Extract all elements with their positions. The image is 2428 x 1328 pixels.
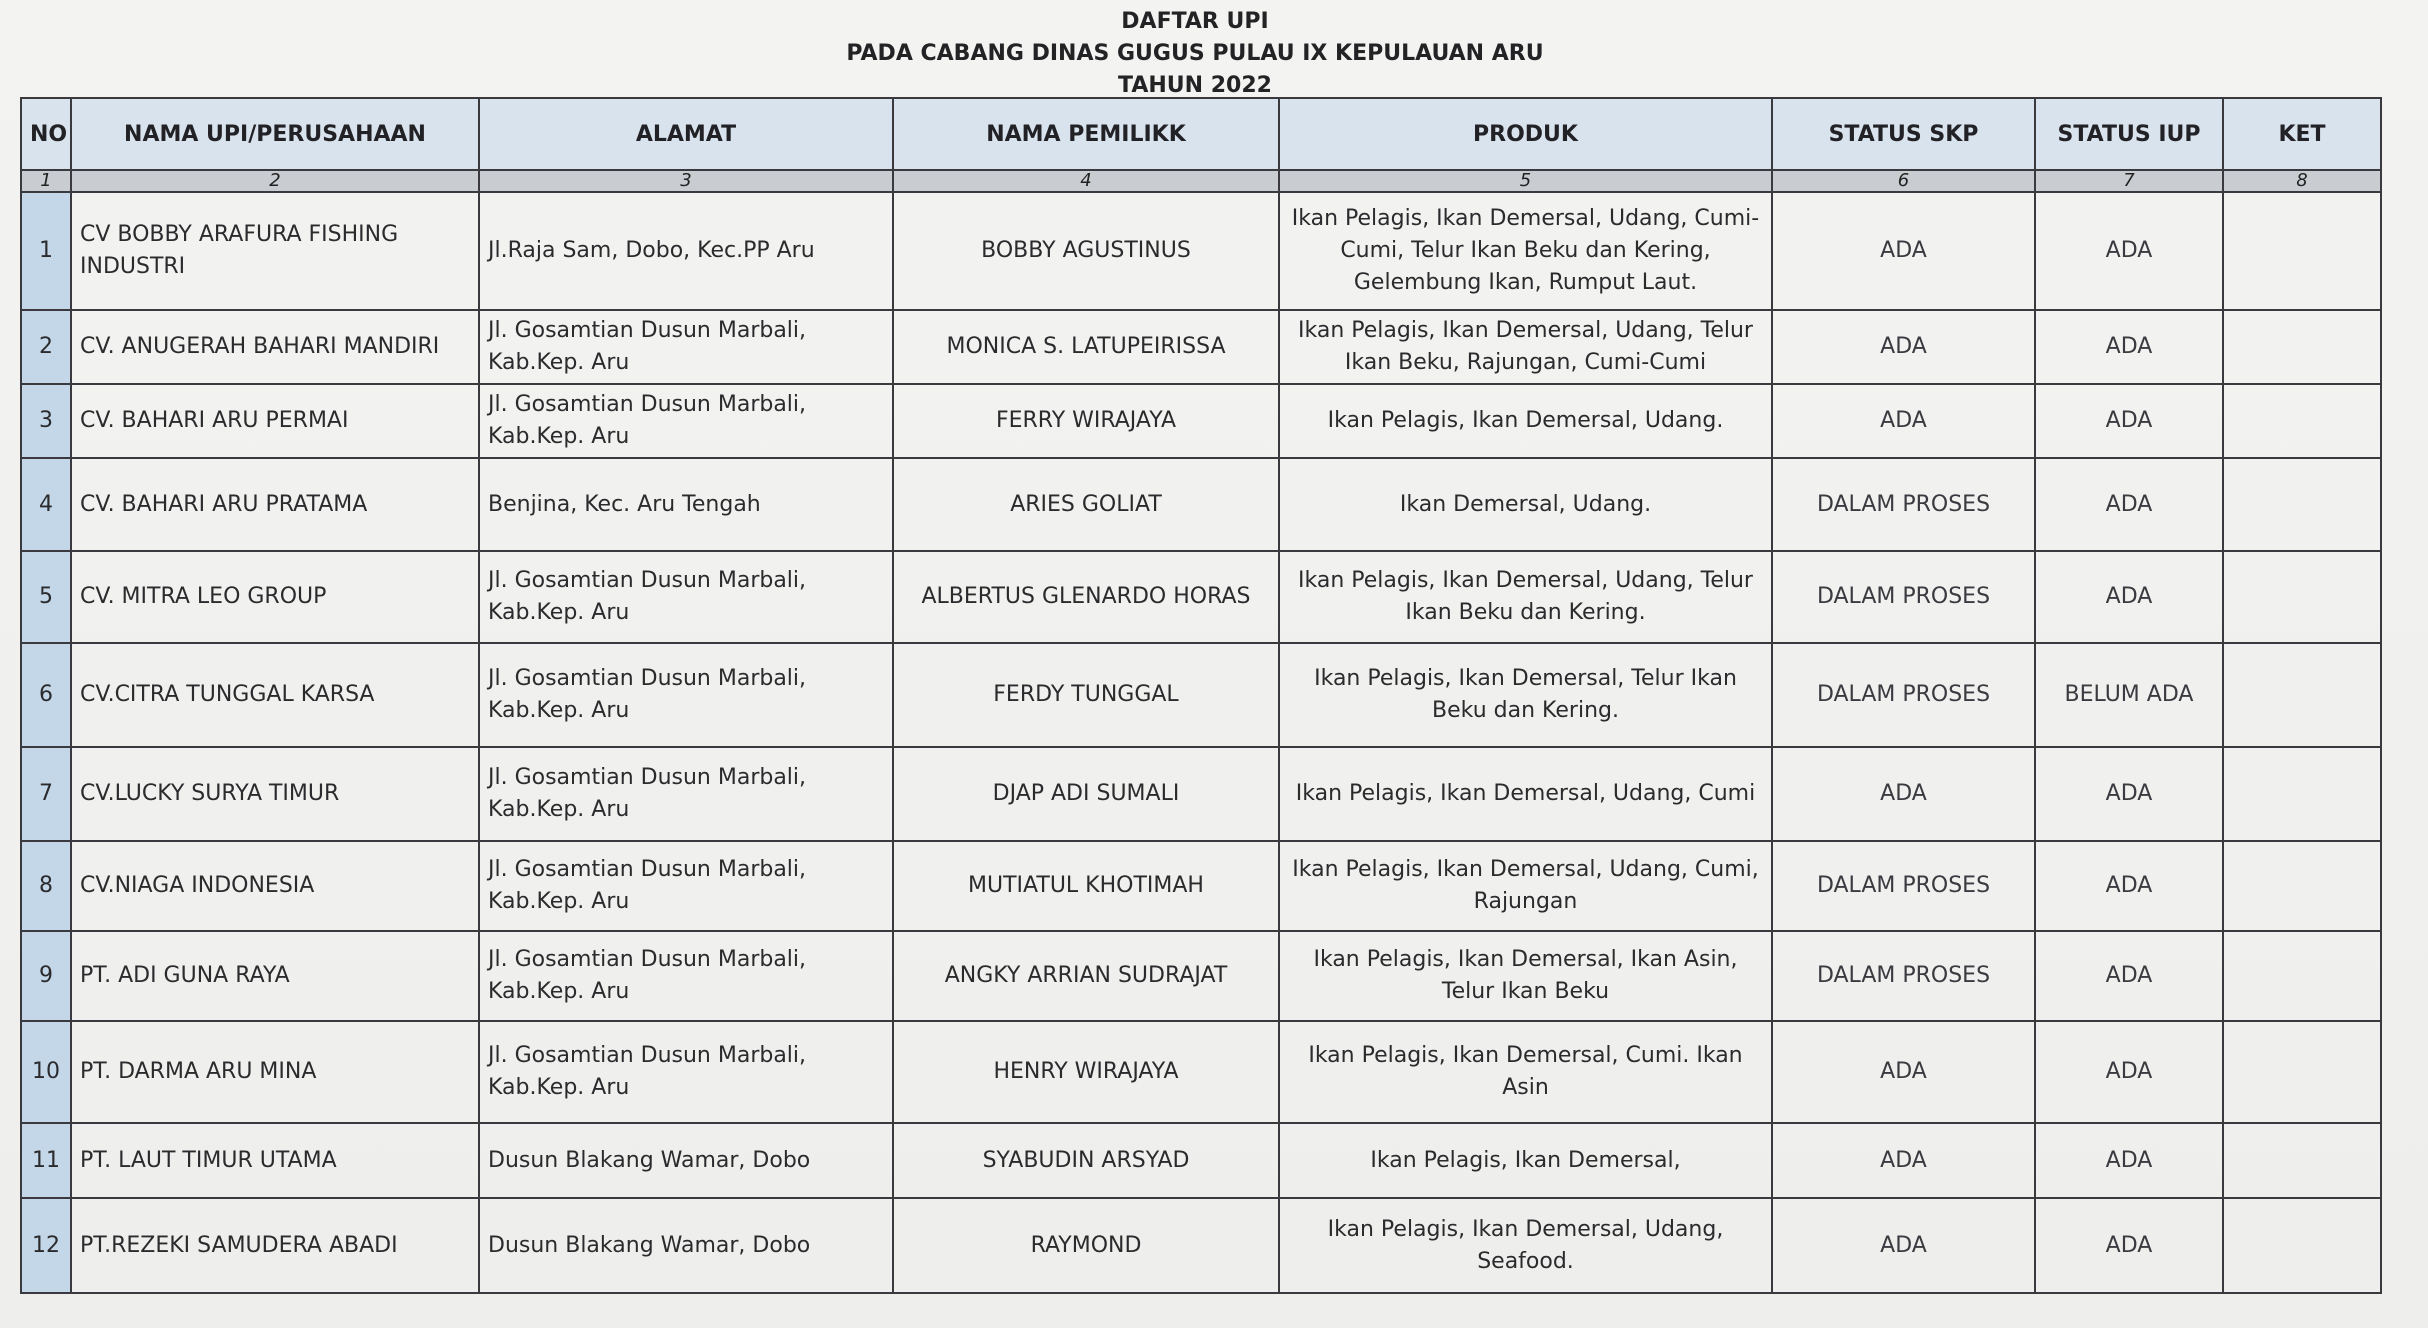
cell-nama-upi	[71, 458, 479, 551]
cell-produk	[1279, 931, 1772, 1021]
cell-nama-upi-text: PT.REZEKI SAMUDERA ABADI	[80, 1232, 398, 1258]
cell-ket	[2223, 384, 2381, 458]
cell-ket	[2223, 1123, 2381, 1198]
cell-nama-upi	[71, 310, 479, 384]
cell-no-text: 8	[39, 873, 53, 898]
cell-status-iup	[2035, 1198, 2223, 1293]
cell-status-skp-text: ADA	[1880, 238, 1927, 263]
cell-no-text: 10	[32, 1059, 60, 1084]
cell-ket	[2223, 1021, 2381, 1123]
cell-status-skp	[1772, 841, 2035, 931]
cell-nama-upi	[71, 384, 479, 458]
cell-nama-upi-text: CV. ANUGERAH BAHARI MANDIRI	[80, 334, 440, 359]
cell-nama-pemilik	[893, 1021, 1279, 1123]
cell-alamat-text: Jl. Gosamtian Dusun Marbali, Kab.Kep. Aru	[488, 857, 807, 914]
cell-status-skp-text: ADA	[1880, 1232, 1927, 1258]
cell-produk-text: Ikan Pelagis, Ikan Demersal, Udang, Cumi	[1295, 781, 1756, 806]
cell-alamat-text: Jl. Gosamtian Dusun Marbali, Kab.Kep. Aru	[488, 765, 807, 822]
cell-status-skp-text: ADA	[1880, 1147, 1927, 1173]
table-row	[21, 192, 2381, 310]
cell-no-text: 7	[39, 781, 53, 806]
cell-produk	[1279, 551, 1772, 643]
cell-nama-upi	[71, 841, 479, 931]
cell-alamat-text: Jl. Gosamtian Dusun Marbali, Kab.Kep. Aru	[488, 947, 807, 1004]
header-pemilik: NAMA PEMILIKK	[893, 98, 1279, 170]
cell-alamat-text: Jl.Raja Sam, Dobo, Kec.PP Aru	[488, 238, 815, 263]
cell-status-iup	[2035, 384, 2223, 458]
cell-produk-text: Ikan Pelagis, Ikan Demersal, Udang, Cumi, Rajungan	[1292, 857, 1759, 914]
cell-nama-upi-text: CV. BAHARI ARU PRATAMA	[80, 491, 368, 517]
cell-nama-pemilik-text: MUTIATUL KHOTIMAH	[968, 873, 1204, 898]
cell-produk-text: Ikan Pelagis, Ikan Demersal, Udang.	[1327, 408, 1724, 433]
column-number: 6	[1772, 170, 2035, 192]
cell-produk-text: Ikan Pelagis, Ikan Demersal, Cumi. Ikan Asin	[1308, 1043, 1743, 1100]
cell-ket	[2223, 931, 2381, 1021]
cell-status-iup	[2035, 458, 2223, 551]
cell-no	[21, 747, 71, 841]
table-row	[21, 1123, 2381, 1198]
upi-table	[20, 97, 2382, 1294]
cell-nama-upi	[71, 931, 479, 1021]
title-line-3: TAHUN 2022	[1118, 73, 1272, 98]
cell-status-skp	[1772, 458, 2035, 551]
cell-status-skp-text: ADA	[1880, 334, 1927, 359]
cell-produk-text: Ikan Pelagis, Ikan Demersal, Udang, Cumi-Cumi, Telur Ikan Beku dan Kering, Gelembung Ikan, Rumput Laut.	[1291, 206, 1760, 295]
cell-nama-pemilik	[893, 458, 1279, 551]
cell-nama-pemilik	[893, 747, 1279, 841]
header-row	[21, 98, 2381, 170]
cell-alamat-text: Jl. Gosamtian Dusun Marbali, Kab.Kep. Aru	[488, 568, 807, 625]
cell-no-text: 12	[32, 1232, 60, 1258]
header-produk: PRODUK	[1279, 98, 1772, 170]
column-number: 7	[2035, 170, 2223, 192]
cell-no	[21, 1021, 71, 1123]
cell-no	[21, 1198, 71, 1293]
cell-no	[21, 192, 71, 310]
cell-nama-pemilik	[893, 643, 1279, 747]
cell-status-skp-text: ADA	[1880, 1059, 1927, 1084]
cell-no-text: 11	[32, 1147, 60, 1173]
cell-alamat-text: Jl. Gosamtian Dusun Marbali, Kab.Kep. Aru	[488, 1043, 807, 1100]
header-nama: NAMA UPI/PERUSAHAAN	[71, 98, 479, 170]
cell-status-iup-text: BELUM ADA	[2064, 682, 2194, 707]
cell-status-skp-text: DALAM PROSES	[1816, 963, 1991, 988]
cell-alamat-text: Dusun Blakang Wamar, Dobo	[488, 1147, 811, 1173]
cell-status-skp-text: DALAM PROSES	[1816, 491, 1991, 517]
cell-produk-text: Ikan Pelagis, Ikan Demersal, Udang, Telur Ikan Beku dan Kering.	[1298, 568, 1753, 625]
cell-alamat	[479, 310, 893, 384]
cell-alamat-text: Benjina, Kec. Aru Tengah	[488, 491, 761, 517]
table-row	[21, 841, 2381, 931]
cell-status-skp-text: DALAM PROSES	[1816, 682, 1991, 707]
cell-status-iup	[2035, 310, 2223, 384]
table-row	[21, 643, 2381, 747]
cell-alamat	[479, 747, 893, 841]
cell-nama-upi	[71, 192, 479, 310]
cell-alamat	[479, 1198, 893, 1293]
cell-status-skp	[1772, 747, 2035, 841]
cell-nama-pemilik-text: SYABUDIN ARSYAD	[982, 1147, 1190, 1173]
title-line-1: DAFTAR UPI	[1121, 9, 1269, 34]
column-number-row	[21, 170, 2381, 192]
cell-status-skp	[1772, 1021, 2035, 1123]
column-number: 5	[1279, 170, 1772, 192]
cell-no-text: 2	[39, 334, 53, 359]
cell-nama-pemilik-text: HENRY WIRAJAYA	[993, 1059, 1179, 1084]
cell-nama-upi-text: CV BOBBY ARAFURA FISHING INDUSTRI	[80, 222, 399, 279]
cell-nama-upi-text: CV. BAHARI ARU PERMAI	[80, 408, 349, 433]
cell-produk	[1279, 192, 1772, 310]
cell-no-text: 3	[39, 408, 53, 433]
cell-nama-upi	[71, 1123, 479, 1198]
cell-nama-pemilik-text: BOBBY AGUSTINUS	[981, 238, 1191, 263]
cell-ket	[2223, 310, 2381, 384]
cell-nama-pemilik-text: DJAP ADI SUMALI	[992, 781, 1180, 806]
cell-alamat-text: Jl. Gosamtian Dusun Marbali, Kab.Kep. Aru	[488, 392, 807, 449]
cell-nama-pemilik	[893, 931, 1279, 1021]
cell-alamat-text: Dusun Blakang Wamar, Dobo	[488, 1232, 811, 1258]
cell-no	[21, 643, 71, 747]
cell-nama-pemilik	[893, 1198, 1279, 1293]
table-row	[21, 747, 2381, 841]
cell-nama-pemilik	[893, 384, 1279, 458]
header-ket: KET	[2223, 98, 2381, 170]
cell-nama-upi-text: PT. LAUT TIMUR UTAMA	[80, 1147, 337, 1173]
cell-ket	[2223, 747, 2381, 841]
cell-status-iup-text: ADA	[2105, 491, 2153, 517]
cell-ket	[2223, 841, 2381, 931]
cell-nama-pemilik	[893, 841, 1279, 931]
header-status-iup: STATUS IUP	[2035, 98, 2223, 170]
cell-alamat	[479, 1123, 893, 1198]
cell-produk	[1279, 643, 1772, 747]
cell-status-skp-text: DALAM PROSES	[1816, 584, 1991, 609]
cell-status-iup-text: ADA	[2105, 408, 2153, 433]
cell-status-iup	[2035, 192, 2223, 310]
cell-ket	[2223, 192, 2381, 310]
cell-nama-upi	[71, 643, 479, 747]
table-row	[21, 384, 2381, 458]
cell-alamat-text: Jl. Gosamtian Dusun Marbali, Kab.Kep. Aru	[488, 318, 807, 375]
cell-produk-text: Ikan Pelagis, Ikan Demersal, Udang, Telur Ikan Beku, Rajungan, Cumi-Cumi	[1298, 318, 1753, 375]
document-title	[0, 6, 2390, 102]
cell-status-skp	[1772, 1198, 2035, 1293]
cell-status-skp	[1772, 192, 2035, 310]
cell-produk-text: Ikan Pelagis, Ikan Demersal, Ikan Asin, Telur Ikan Beku	[1313, 947, 1738, 1004]
column-number: 8	[2223, 170, 2381, 192]
table-row	[21, 458, 2381, 551]
cell-nama-pemilik	[893, 310, 1279, 384]
cell-no	[21, 458, 71, 551]
column-number: 3	[479, 170, 893, 192]
cell-ket	[2223, 458, 2381, 551]
cell-ket	[2223, 643, 2381, 747]
cell-status-iup	[2035, 643, 2223, 747]
cell-status-iup-text: ADA	[2105, 963, 2153, 988]
cell-no	[21, 384, 71, 458]
cell-status-skp	[1772, 931, 2035, 1021]
cell-no-text: 5	[39, 584, 53, 609]
cell-nama-pemilik-text: FERRY WIRAJAYA	[995, 408, 1177, 433]
table-row	[21, 1021, 2381, 1123]
cell-status-iup	[2035, 1021, 2223, 1123]
cell-status-iup-text: ADA	[2105, 873, 2153, 898]
cell-produk	[1279, 747, 1772, 841]
cell-alamat	[479, 384, 893, 458]
cell-nama-upi-text: PT. ADI GUNA RAYA	[80, 963, 290, 988]
cell-status-iup	[2035, 551, 2223, 643]
cell-nama-upi-text: PT. DARMA ARU MINA	[80, 1059, 317, 1084]
cell-alamat-text: Jl. Gosamtian Dusun Marbali, Kab.Kep. Aru	[488, 666, 807, 723]
cell-nama-pemilik	[893, 1123, 1279, 1198]
cell-nama-pemilik-text: ARIES GOLIAT	[1010, 491, 1162, 517]
cell-nama-pemilik-text: MONICA S. LATUPEIRISSA	[946, 334, 1226, 359]
cell-status-iup-text: ADA	[2105, 1232, 2153, 1258]
cell-status-skp	[1772, 1123, 2035, 1198]
cell-status-skp	[1772, 384, 2035, 458]
cell-alamat	[479, 643, 893, 747]
column-number: 4	[893, 170, 1279, 192]
cell-alamat	[479, 841, 893, 931]
cell-status-iup-text: ADA	[2105, 334, 2153, 359]
cell-nama-pemilik-text: ALBERTUS GLENARDO HORAS	[921, 584, 1251, 609]
cell-produk-text: Ikan Pelagis, Ikan Demersal,	[1370, 1147, 1681, 1173]
cell-produk	[1279, 1123, 1772, 1198]
cell-status-skp-text: ADA	[1880, 781, 1927, 806]
cell-status-skp	[1772, 310, 2035, 384]
header-alamat: ALAMAT	[479, 98, 893, 170]
cell-nama-pemilik-text: RAYMOND	[1030, 1232, 1142, 1258]
cell-status-iup-text: ADA	[2105, 1059, 2153, 1084]
cell-no-text: 4	[39, 491, 53, 517]
cell-nama-pemilik-text: ANGKY ARRIAN SUDRAJAT	[944, 963, 1228, 988]
cell-nama-upi	[71, 747, 479, 841]
cell-nama-pemilik	[893, 192, 1279, 310]
cell-status-iup	[2035, 841, 2223, 931]
cell-produk	[1279, 841, 1772, 931]
cell-nama-upi	[71, 1198, 479, 1293]
cell-status-iup-text: ADA	[2105, 238, 2153, 263]
cell-status-iup	[2035, 1123, 2223, 1198]
cell-nama-pemilik	[893, 551, 1279, 643]
cell-no-text: 9	[39, 963, 53, 988]
cell-no	[21, 931, 71, 1021]
cell-ket	[2223, 1198, 2381, 1293]
cell-produk	[1279, 1198, 1772, 1293]
column-number: 1	[21, 170, 71, 192]
table-body	[21, 192, 2381, 1293]
cell-alamat	[479, 1021, 893, 1123]
cell-nama-upi-text: CV.LUCKY SURYA TIMUR	[80, 781, 340, 806]
cell-alamat	[479, 458, 893, 551]
cell-ket	[2223, 551, 2381, 643]
header-no: NO	[21, 98, 71, 170]
table-row	[21, 931, 2381, 1021]
cell-nama-upi-text: CV.NIAGA INDONESIA	[80, 873, 315, 898]
cell-no	[21, 551, 71, 643]
cell-produk	[1279, 384, 1772, 458]
cell-produk	[1279, 1021, 1772, 1123]
cell-produk	[1279, 310, 1772, 384]
cell-nama-upi	[71, 1021, 479, 1123]
cell-produk-text: Ikan Pelagis, Ikan Demersal, Udang, Seafood.	[1327, 1216, 1724, 1274]
header-status-skp: STATUS SKP	[1772, 98, 2035, 170]
cell-status-iup-text: ADA	[2105, 584, 2153, 609]
cell-status-iup	[2035, 747, 2223, 841]
cell-nama-upi-text: CV.CITRA TUNGGAL KARSA	[80, 682, 375, 707]
title-line-2: PADA CABANG DINAS GUGUS PULAU IX KEPULAUAN ARU	[846, 41, 1544, 66]
cell-status-skp-text: ADA	[1880, 408, 1927, 433]
cell-alamat	[479, 551, 893, 643]
cell-no-text: 1	[39, 238, 53, 263]
cell-no	[21, 310, 71, 384]
table-row	[21, 1198, 2381, 1293]
cell-status-skp	[1772, 643, 2035, 747]
cell-nama-pemilik-text: FERDY TUNGGAL	[993, 682, 1179, 707]
cell-produk-text: Ikan Pelagis, Ikan Demersal, Telur Ikan Beku dan Kering.	[1314, 666, 1737, 723]
cell-status-iup-text: ADA	[2105, 1147, 2153, 1173]
table-row	[21, 310, 2381, 384]
cell-produk-text: Ikan Demersal, Udang.	[1399, 491, 1652, 517]
cell-status-skp-text: DALAM PROSES	[1816, 873, 1991, 898]
column-number: 2	[71, 170, 479, 192]
cell-nama-upi	[71, 551, 479, 643]
cell-produk	[1279, 458, 1772, 551]
cell-status-iup	[2035, 931, 2223, 1021]
cell-status-skp	[1772, 551, 2035, 643]
cell-no-text: 6	[39, 682, 53, 707]
cell-no	[21, 1123, 71, 1198]
cell-nama-upi-text: CV. MITRA LEO GROUP	[80, 584, 327, 609]
cell-status-iup-text: ADA	[2105, 781, 2153, 806]
cell-no	[21, 841, 71, 931]
cell-alamat	[479, 192, 893, 310]
table-row	[21, 551, 2381, 643]
cell-alamat	[479, 931, 893, 1021]
